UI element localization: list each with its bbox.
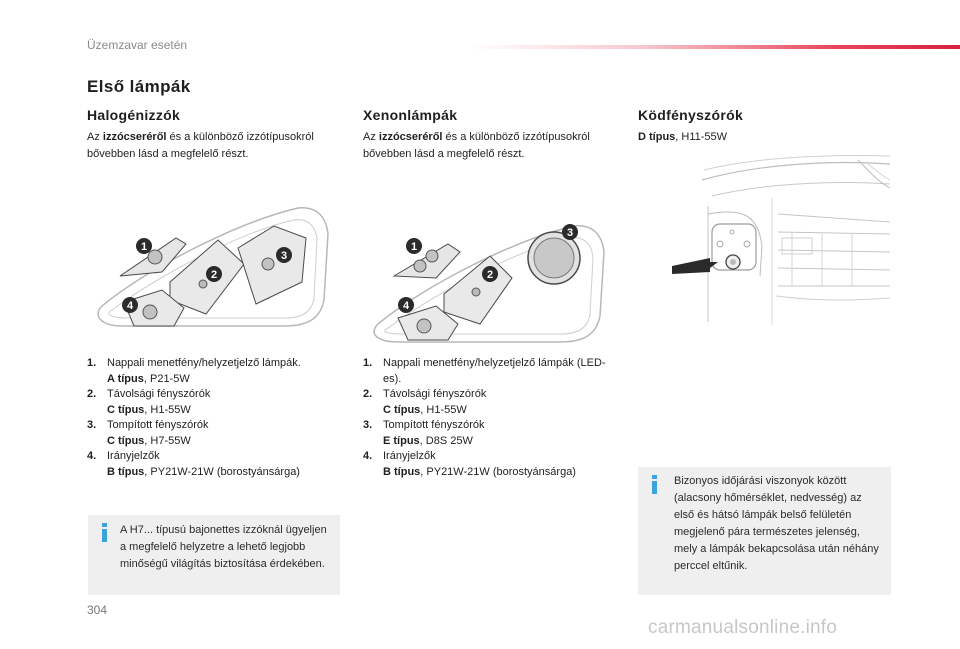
list-item: 1. Nappali menetfény/helyzetjelző lámpák. A típus, P21-5W xyxy=(87,357,301,385)
fog-spec: D típus, H11-55W xyxy=(638,131,728,143)
svg-text:1: 1 xyxy=(410,241,418,253)
svg-text:1: 1 xyxy=(140,241,148,253)
fog-info-text: Bizonyos időjárási viszonyok között (alacsony hőmérséklet, nedvesség) az első és hátsó lámpák belső felületén megjelenő pára természetes jelenség, mely a lámpák bekapcsolása után néhány perccel eltűnik. xyxy=(674,475,879,572)
xenon-bulb-list xyxy=(363,356,618,480)
svg-text:2: 2 xyxy=(210,269,218,281)
svg-text:3: 3 xyxy=(566,227,574,239)
page-title: Első lámpák xyxy=(87,77,191,96)
halogen-bulb-list xyxy=(87,356,342,480)
fog-heading: Ködfényszórók xyxy=(638,107,744,123)
svg-text:4: 4 xyxy=(402,300,410,312)
list-item: 2. Távolsági fényszórók C típus, H1-55W xyxy=(87,388,211,416)
halogen-headlamp-diagram xyxy=(88,202,338,332)
section-title: Üzemzavar esetén xyxy=(87,38,188,52)
halogen-info-text: A H7... típusú bajonettes izzóknál ügyeljen a megfelelő helyzetre a lehető legjobb minőségű világítás biztosítása érdekében. xyxy=(120,524,327,570)
halogen-badge-4 xyxy=(122,297,138,313)
header-accent-bar xyxy=(470,45,960,49)
halogen-badge-2 xyxy=(206,266,222,282)
svg-text:2: 2 xyxy=(486,269,494,281)
page-number: 304 xyxy=(87,603,108,617)
xenon-headlamp-diagram xyxy=(364,218,614,346)
fog-lamp-photo xyxy=(672,150,892,325)
list-item: 1. Nappali menetfény/helyzetjelző lámpák (LED-es). xyxy=(363,357,606,385)
xenon-badge-3 xyxy=(562,224,578,240)
list-item: 4. Irányjelzők B típus, PY21W-21W (borostyánsárga) xyxy=(363,450,576,478)
fog-info-box xyxy=(638,467,891,595)
halogen-intro: Az izzócseréről és a különböző izzótípusokról bővebben lásd a megfelelő részt. xyxy=(87,131,314,160)
info-icon xyxy=(100,523,110,543)
xenon-intro: Az izzócseréről és a különböző izzótípusokról bővebben lásd a megfelelő részt. xyxy=(363,131,590,160)
halogen-badge-1 xyxy=(136,238,152,254)
svg-text:4: 4 xyxy=(126,300,134,312)
list-item: 3. Tompított fényszórók E típus, D8S 25W xyxy=(363,419,485,447)
halogen-heading: Halogénizzók xyxy=(87,107,181,123)
arrow-pointer-icon xyxy=(672,258,718,274)
xenon-heading: Xenonlámpák xyxy=(363,107,458,123)
svg-text:3: 3 xyxy=(280,250,288,262)
watermark: carmanualsonline.info xyxy=(648,617,838,638)
xenon-badge-4 xyxy=(398,297,414,313)
list-item: 3. Tompított fényszórók C típus, H7-55W xyxy=(87,419,209,447)
xenon-badge-1 xyxy=(406,238,422,254)
list-item: 4. Irányjelzők B típus, PY21W-21W (borostyánsárga) xyxy=(87,450,300,478)
info-icon xyxy=(650,475,660,495)
list-item: 2. Távolsági fényszórók C típus, H1-55W xyxy=(363,388,487,416)
halogen-badge-3 xyxy=(276,247,292,263)
xenon-badge-2 xyxy=(482,266,498,282)
halogen-info-box xyxy=(88,515,340,595)
